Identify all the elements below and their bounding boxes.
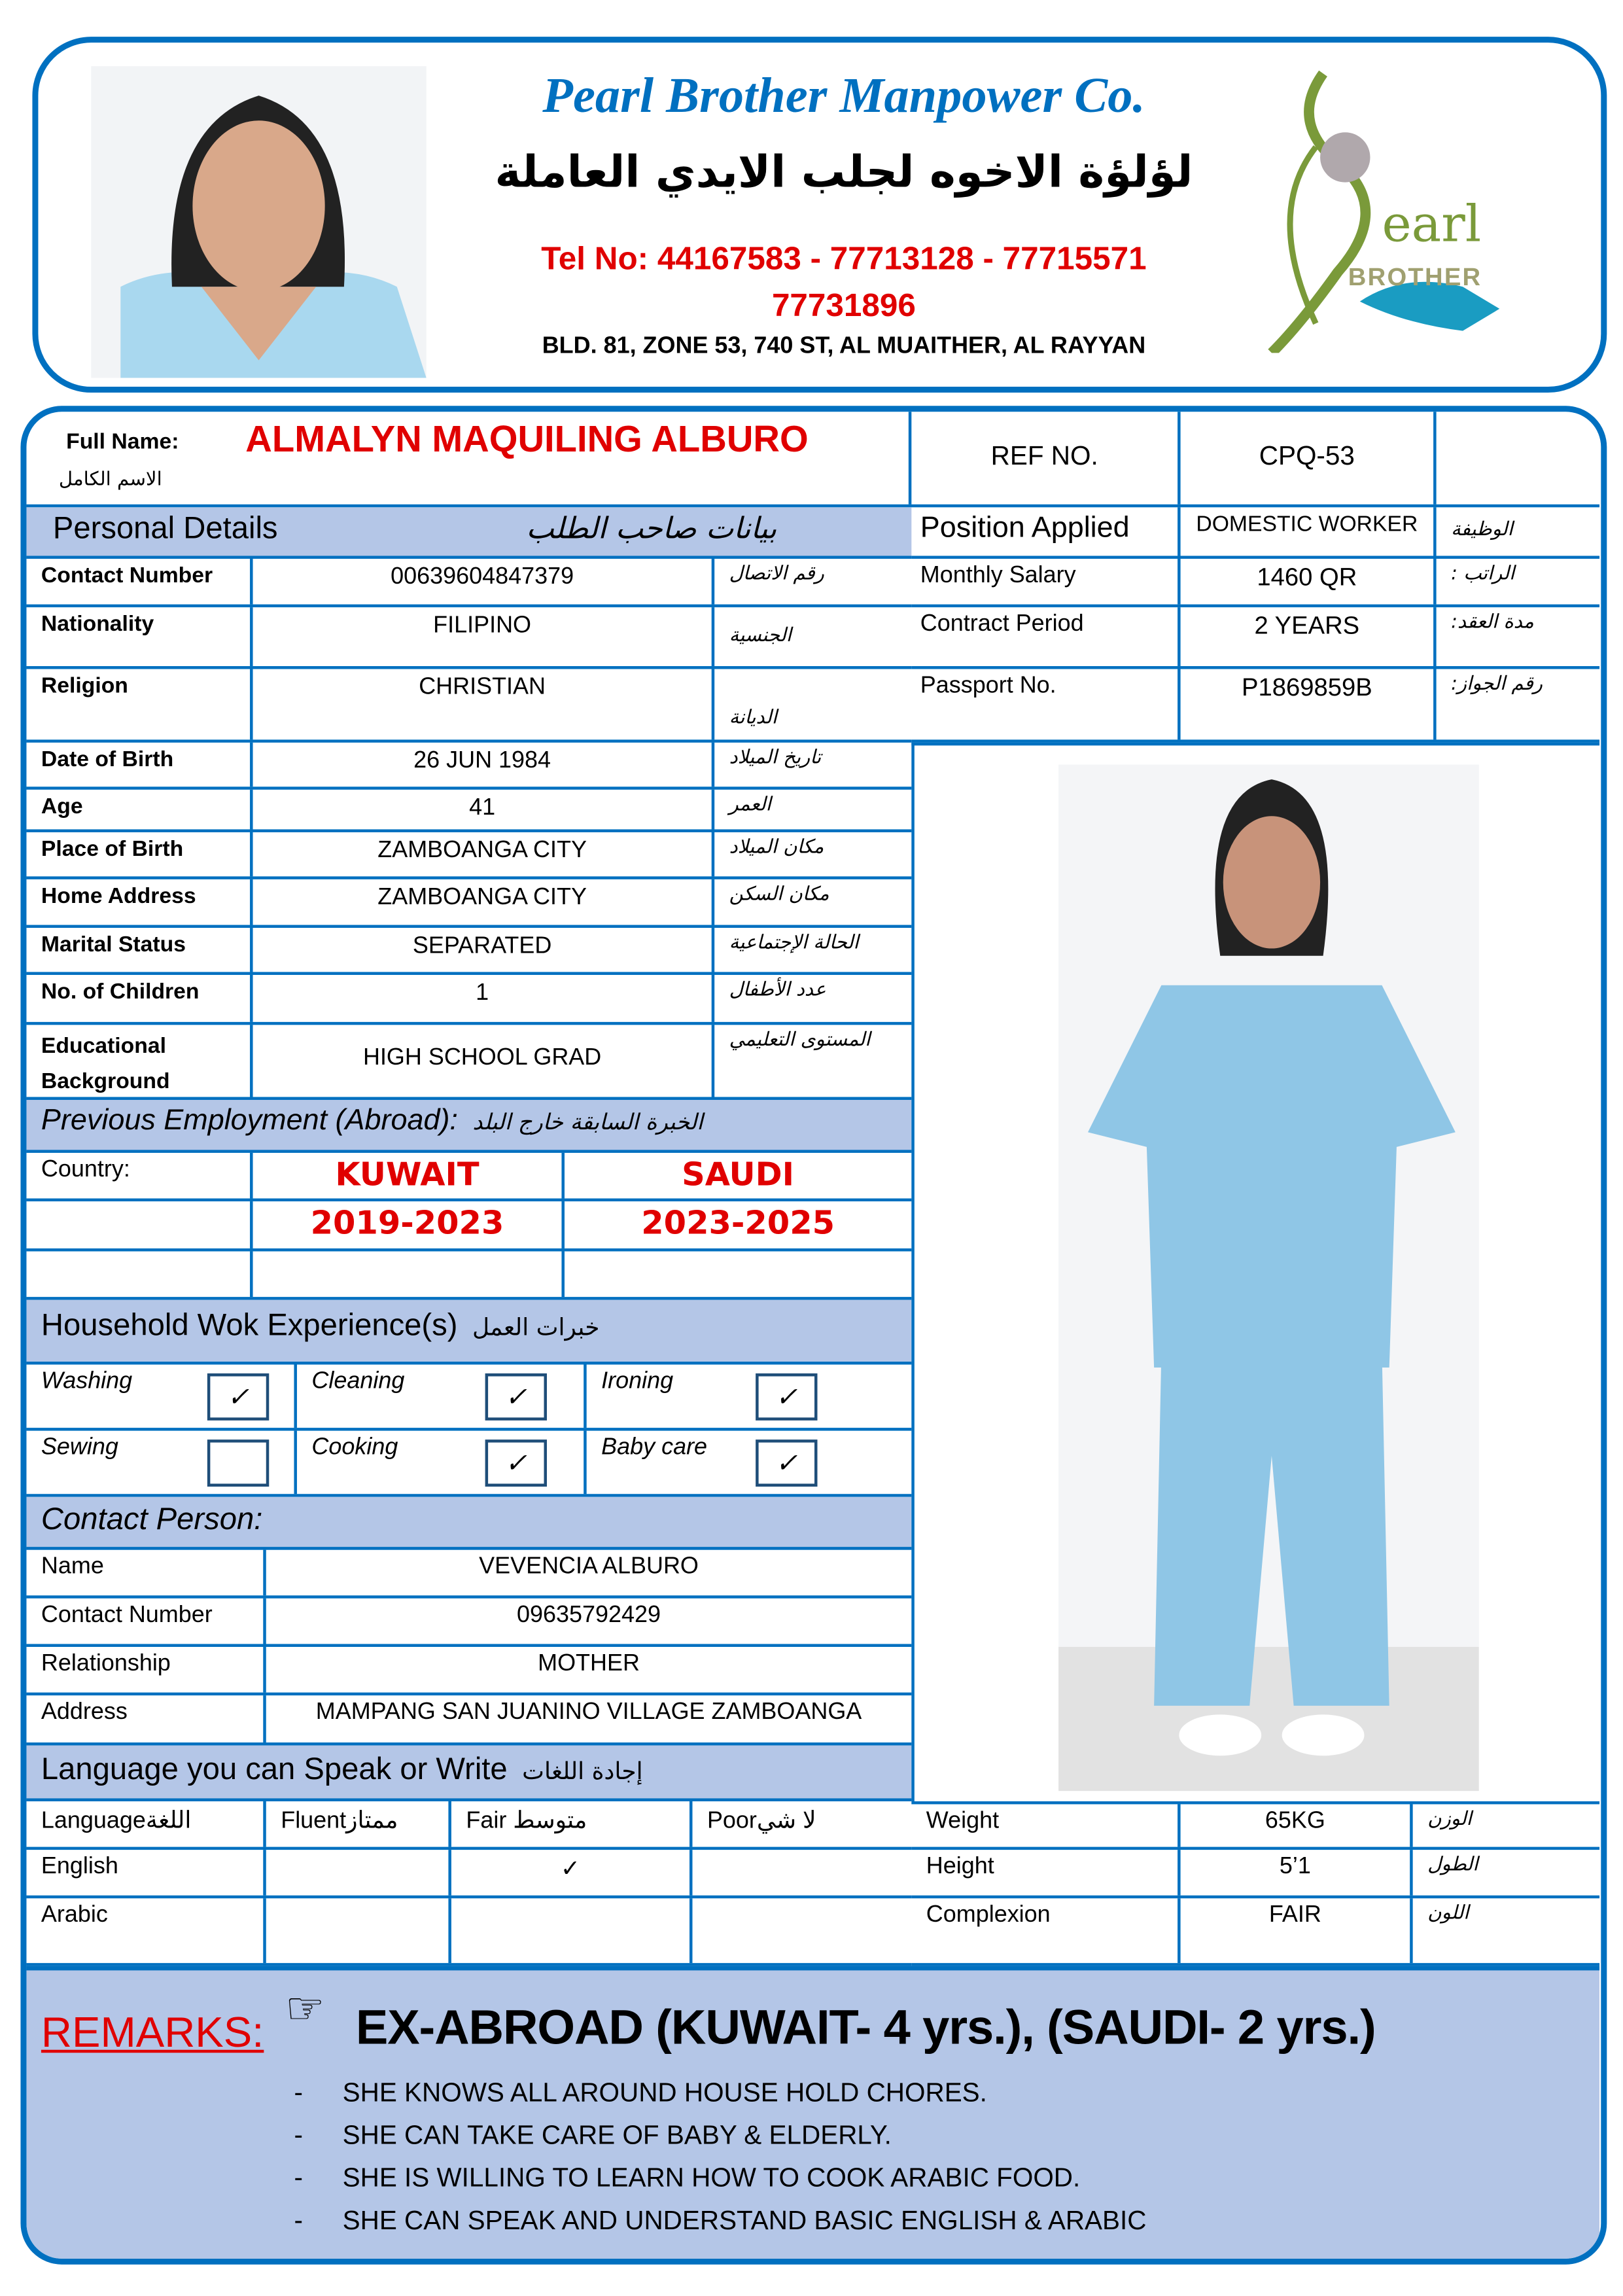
remark-item: SHE IS WILLING TO LEARN HOW TO COOK ARABIC FOOD. — [342, 2163, 1081, 2193]
full-name-label-arabic: الاسم الكامل — [58, 468, 162, 491]
skill-checkbox[interactable]: ✓ — [207, 1373, 269, 1421]
company-address: BLD. 81, ZONE 53, 740 ST, AL MUAITHER, AL RAYYAN — [542, 334, 1146, 359]
language-header-row — [26, 1801, 911, 1850]
language-column-header: Fluentممتاز — [266, 1801, 451, 1847]
language-title-arabic: إجادة اللغات — [522, 1757, 643, 1786]
field-label-arabic: المستوى التعليمي — [729, 1029, 871, 1051]
full-body-photo — [1058, 765, 1479, 1792]
empty-cell — [26, 1251, 253, 1297]
remarks-label: REMARKS: — [41, 2010, 264, 2057]
physical-label-arabic: الوزن — [1427, 1809, 1472, 1831]
field-value: 41 — [253, 790, 715, 830]
job-label-arabic: الراتب : — [1451, 563, 1515, 586]
language-name: Arabic — [26, 1898, 266, 1963]
physical-row — [911, 1898, 1599, 1966]
language-header — [26, 1746, 911, 1801]
ref-value: CPQ-53 — [1181, 412, 1437, 504]
remark-bullet: - — [294, 2077, 303, 2108]
contact-label: Name — [26, 1550, 266, 1596]
physical-value: 65KG — [1181, 1804, 1413, 1846]
field-value: 00639604847379 — [253, 559, 715, 605]
physical-label: Height — [911, 1850, 1180, 1896]
language-row — [26, 1850, 911, 1898]
field-value: 1 — [253, 975, 715, 1022]
language-title: Language you can Speak or Write — [41, 1752, 508, 1787]
company-name: Pearl Brother Manpower Co. — [542, 69, 1145, 124]
personal-details-header — [26, 507, 911, 559]
contact-person-title: Contact Person: — [41, 1502, 263, 1537]
job-row — [911, 669, 1599, 743]
skills-row — [26, 1364, 911, 1430]
physical-row — [911, 1801, 1599, 1850]
field-label-arabic: الحالة الإجتماعية — [729, 932, 859, 955]
skill-label: Cooking — [311, 1435, 398, 1460]
remark-bullet: - — [294, 2120, 303, 2150]
field-label: Nationality — [26, 607, 253, 666]
personal-row — [26, 928, 911, 975]
language-fair-mark — [451, 1898, 693, 1963]
language-poor — [692, 1898, 911, 1963]
field-value: ZAMBOANGA CITY — [253, 832, 715, 876]
personal-row — [26, 1025, 911, 1100]
job-row — [911, 559, 1599, 607]
job-label-arabic: رقم الجواز: — [1451, 673, 1543, 696]
personal-row — [26, 879, 911, 928]
company-name-arabic: لؤلؤة الاخوه لجلب الايدي العاملة — [495, 147, 1193, 199]
field-label: Home Address — [26, 879, 253, 925]
ref-empty — [1437, 412, 1599, 504]
physical-label: Weight — [911, 1804, 1180, 1846]
skill-cell — [26, 1431, 297, 1494]
contact-value: VEVENCIA ALBURO — [479, 1554, 699, 1580]
headshot-photo — [91, 66, 426, 378]
remark-item: SHE KNOWS ALL AROUND HOUSE HOLD CHORES. — [342, 2077, 987, 2108]
field-label: Marital Status — [26, 928, 253, 972]
language-fair-mark: ✓ — [451, 1850, 693, 1896]
field-label-arabic: الجنسية — [729, 625, 792, 647]
contact-value: 09635792429 — [517, 1602, 661, 1628]
employment-country-row — [26, 1153, 911, 1201]
contact-label: Address — [26, 1695, 266, 1742]
household-experience-title: Household Wok Experience(s) — [41, 1309, 458, 1343]
skill-cell — [587, 1431, 912, 1494]
telephone-number-2: 77731896 — [771, 287, 916, 324]
physical-label: Complexion — [911, 1898, 1180, 1963]
remark-bullet: - — [294, 2205, 303, 2235]
remarks-headline: EX-ABROAD (KUWAIT- 4 yrs.), (SAUDI- 2 yrs.) — [355, 2000, 1376, 2055]
field-value: 26 JUN 1984 — [253, 743, 715, 786]
language-column-header: Poorلا شي — [707, 1809, 816, 1834]
personal-row — [26, 669, 911, 743]
skill-checkbox[interactable]: ✓ — [485, 1439, 547, 1487]
household-experience-title-arabic: خبرات العمل — [472, 1313, 600, 1341]
employment-years-row — [26, 1201, 911, 1251]
job-value: DOMESTIC WORKER — [1181, 507, 1437, 556]
remark-item: SHE CAN SPEAK AND UNDERSTAND BASIC ENGLISH & ARABIC — [342, 2205, 1147, 2235]
previous-employment-title-arabic: الخبرة السابقة خارج البلد — [472, 1108, 703, 1135]
physical-row — [911, 1850, 1599, 1898]
physical-label-arabic: اللون — [1427, 1903, 1469, 1925]
country-2: SAUDI — [682, 1157, 795, 1194]
skill-cell — [297, 1364, 587, 1428]
job-row — [911, 507, 1599, 559]
personal-row — [26, 832, 911, 879]
skill-label: Sewing — [41, 1435, 118, 1460]
field-label: Date of Birth — [26, 743, 253, 786]
job-row — [911, 607, 1599, 669]
household-experience-header — [26, 1300, 911, 1365]
language-fluent — [266, 1898, 451, 1963]
skill-cell — [26, 1364, 297, 1428]
field-value: FILIPINO — [253, 607, 715, 666]
remark-item: SHE CAN TAKE CARE OF BABY & ELDERLY. — [342, 2120, 892, 2150]
job-label: Passport No. — [911, 669, 1180, 740]
full-name-value: ALMALYN MAQUILING ALBURO — [245, 419, 809, 461]
field-label: Educational Background — [26, 1025, 253, 1097]
logo-subtext: BROTHER — [1348, 263, 1482, 291]
skill-cell — [587, 1364, 912, 1428]
field-label-arabic: رقم الاتصال — [729, 563, 824, 586]
job-label-arabic: مدة العقد: — [1451, 611, 1534, 634]
contact-value: MAMPANG SAN JUANINO VILLAGE ZAMBOANGA — [315, 1699, 862, 1725]
job-label: Position Applied — [911, 507, 1180, 556]
field-label-arabic: تاريخ الميلاد — [729, 747, 822, 769]
field-label-arabic: الديانة — [729, 707, 777, 730]
field-label: Place of Birth — [26, 832, 253, 876]
field-label-arabic: مكان الميلاد — [729, 836, 824, 859]
previous-employment-header — [26, 1100, 911, 1153]
skill-label: Baby care — [601, 1435, 708, 1460]
years-1: 2019-2023 — [253, 1201, 565, 1248]
empty-cell — [26, 1201, 253, 1248]
ref-label: REF NO. — [911, 412, 1180, 504]
personal-row — [26, 607, 911, 669]
telephone-numbers: Tel No: 44167583 - 77713128 - 77715571 — [541, 239, 1147, 277]
field-label: Age — [26, 790, 253, 830]
language-poor — [692, 1850, 911, 1896]
skill-checkbox[interactable]: ✓ — [756, 1439, 817, 1487]
skill-cell — [297, 1431, 587, 1494]
language-row — [26, 1898, 911, 1966]
language-column-header: Languageاللغة — [26, 1801, 266, 1847]
skill-checkbox[interactable] — [207, 1439, 269, 1487]
job-value: 2 YEARS — [1181, 607, 1437, 666]
name-ref-row — [26, 412, 1599, 507]
remarks-section — [26, 1966, 1599, 2265]
contact-label: Relationship — [26, 1647, 266, 1693]
logo-text: earl — [1382, 195, 1482, 255]
personal-row — [26, 975, 911, 1025]
skill-label: Ironing — [601, 1369, 674, 1394]
job-value: P1869859B — [1181, 669, 1437, 740]
contact-row — [26, 1598, 911, 1647]
physical-label-arabic: الطول — [1427, 1854, 1478, 1877]
empty-cell — [565, 1251, 911, 1297]
field-value: CHRISTIAN — [253, 669, 715, 740]
field-value: ZAMBOANGA CITY — [253, 879, 715, 925]
skill-checkbox[interactable]: ✓ — [485, 1373, 547, 1421]
personal-row — [26, 790, 911, 832]
employment-empty-row — [26, 1251, 911, 1299]
skill-label: Washing — [41, 1369, 133, 1394]
details-form — [20, 406, 1607, 2265]
years-2: 2023-2025 — [641, 1205, 835, 1243]
job-label: Contract Period — [911, 607, 1180, 666]
personal-details-title: Personal Details — [52, 512, 278, 546]
personal-row — [26, 743, 911, 790]
contact-row — [26, 1550, 911, 1598]
contact-label: Contact Number — [26, 1598, 266, 1644]
job-label: Monthly Salary — [911, 559, 1180, 605]
skills-row — [26, 1431, 911, 1497]
field-label: Contact Number — [26, 559, 253, 605]
personal-details-title-arabic: بيانات صاحب الطلب — [526, 510, 777, 546]
field-label: Religion — [26, 669, 253, 740]
pointing-hand-icon: ☞ — [285, 1983, 325, 2036]
physical-value: FAIR — [1181, 1898, 1413, 1963]
field-value: HIGH SCHOOL GRAD — [253, 1025, 715, 1097]
language-fluent — [266, 1850, 451, 1896]
country-1: KUWAIT — [253, 1153, 565, 1199]
full-name-cell — [26, 412, 911, 504]
contact-value: MOTHER — [538, 1651, 640, 1676]
personal-row — [26, 559, 911, 607]
language-column-header: Fair متوسط — [451, 1801, 693, 1847]
contact-row — [26, 1647, 911, 1695]
language-name: English — [26, 1850, 266, 1896]
remark-bullet: - — [294, 2163, 303, 2193]
skill-label: Cleaning — [311, 1369, 405, 1394]
company-logo — [1257, 66, 1543, 353]
field-label-arabic: مكان السكن — [729, 883, 829, 906]
skill-checkbox[interactable]: ✓ — [756, 1373, 817, 1421]
physical-value: 5’1 — [1181, 1850, 1413, 1896]
contact-row — [26, 1695, 911, 1745]
field-value: SEPARATED — [253, 928, 715, 972]
empty-cell — [253, 1251, 565, 1297]
previous-employment-title: Previous Employment (Abroad): — [41, 1104, 458, 1137]
field-label-arabic: عدد الأطفال — [729, 979, 826, 1002]
full-body-photo-frame — [911, 743, 1599, 1801]
field-label: No. of Children — [26, 975, 253, 1022]
country-label: Country: — [26, 1153, 253, 1199]
full-name-label: Full Name: — [66, 429, 179, 455]
job-label-arabic: الوظيفة — [1451, 519, 1513, 542]
field-label-arabic: العمر — [729, 794, 771, 817]
job-value: 1460 QR — [1181, 559, 1437, 605]
contact-person-header — [26, 1497, 911, 1550]
